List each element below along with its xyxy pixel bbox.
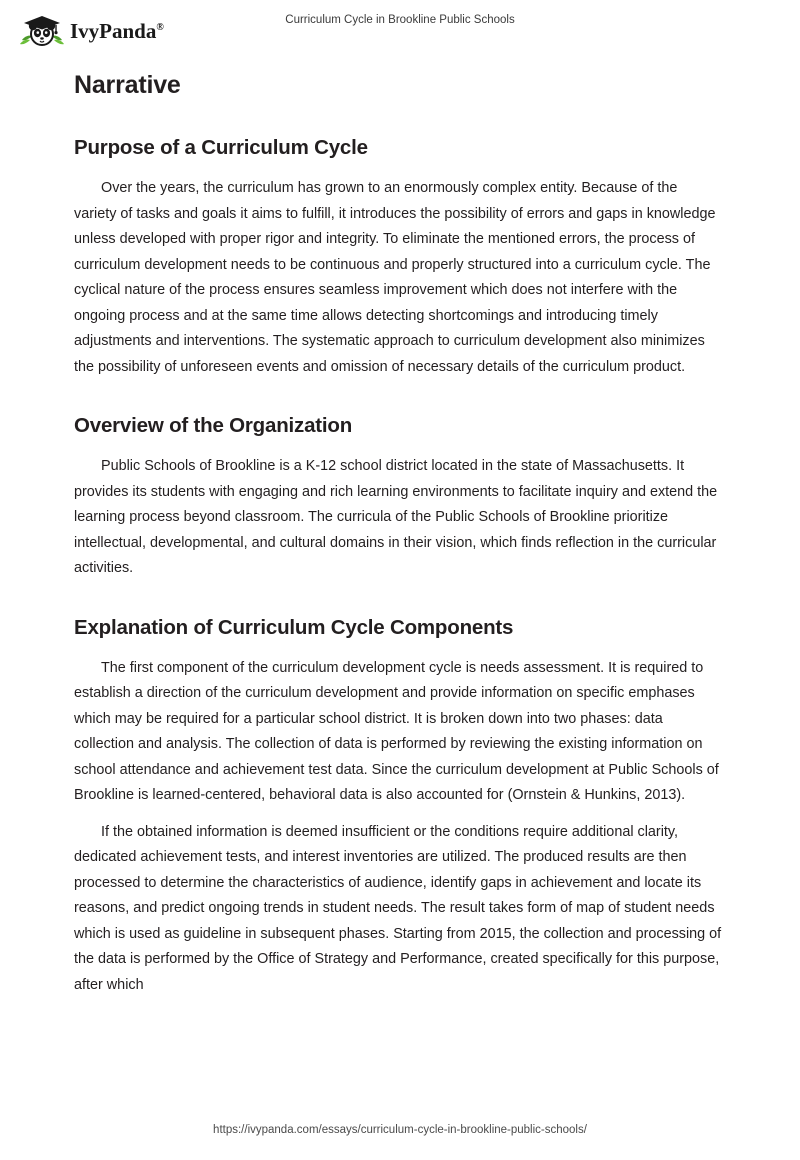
section-heading-purpose: Purpose of a Curriculum Cycle: [74, 136, 368, 159]
page-footer: [0, 1120, 800, 1138]
page-title: Narrative: [74, 71, 181, 99]
brand-name-text: IvyPanda: [70, 18, 157, 43]
paragraph: Public Schools of Brookline is a K-12 school district located in the state of Massachusetts. It provides its students with engaging and rich learning environments to facilitate inquiry and extend the learning process beyond classroom. The curricula of the Public Schools of Brookline prioritize intellectual, developmental, and cultural domains in their vision, which finds reflection in the curricular activities.: [74, 458, 718, 576]
section-heading-overview: Overview of the Organization: [74, 414, 353, 437]
source-url-link[interactable]: https://ivypanda.com/essays/curriculum-cycle-in-brookline-public-schools/: [213, 1124, 587, 1136]
running-title: Curriculum Cycle in Brookline Public Schools: [285, 14, 515, 26]
paragraph: The first component of the curriculum development cycle is needs assessment. It is required to establish a direction of the curriculum development and provide information on specific emphases which may be required for a particular school district. It is broken down into two phases: data collection and analysis. The collection of data is performed by reviewing the existing information on school attendance and achievement test data. Since the curriculum development at Public Schools of Brookline is learned-centered, behavioral data is also accounted for (Ornstein & Hunkins, 2013).: [74, 659, 719, 803]
paragraph: Over the years, the curriculum has grown to an enormously complex entity. Because of the variety of tasks and goals it aims to fulfill, it introduces the possibility of errors and gaps in knowledge unless developed with proper rigor and integrity. To eliminate the mentioned errors, the process of curriculum development needs to be continuous and properly structured into a curriculum cycle. The cyclical nature of the process ensures seamless improvement which does not interfere with the ongoing process and at the same time allows detecting shortcomings and introducing timely adjustments and interventions. The systematic approach to curriculum development also minimizes the possibility of unforeseen events and omission of necessary details of the curriculum product.: [74, 180, 716, 375]
page-header: [0, 0, 800, 60]
paragraph: If the obtained information is deemed insufficient or the conditions require additional clarity, dedicated achievement tests, and interest inventories are utilized. The produced results are then processed to determine the characteristics of audience, identify gaps in achievement and locate its reasons, and predict ongoing trends in student needs. The result takes form of map of student needs which is used as guideline in subsequent phases. Starting from 2015, the collection and processing of the data is performed by the Office of Strategy and Performance, created specifically for this purpose, after which: [74, 823, 722, 993]
section-heading-components: Explanation of Curriculum Cycle Components: [74, 615, 514, 639]
document-body: [74, 68, 722, 998]
registered-mark: ®: [156, 21, 164, 33]
